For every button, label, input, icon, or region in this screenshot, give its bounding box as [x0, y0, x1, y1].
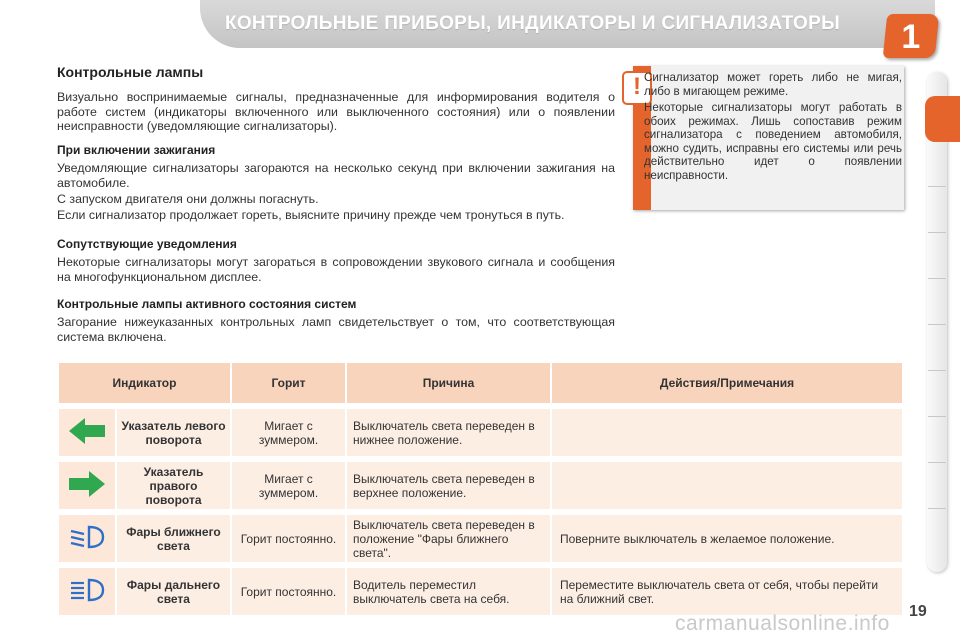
- column-header: Горит: [232, 363, 345, 403]
- paragraph: Некоторые сигнализаторы могут загораться в сопровождении звукового сигнала и сообщения на многофункциональном дисплее.: [57, 255, 615, 284]
- chapter-tab-rail: [927, 72, 947, 572]
- subheading-notifications: Сопутствующие уведомления: [57, 237, 237, 251]
- tab-divider: [928, 324, 946, 325]
- indicator-state: Горит постоянно.: [232, 515, 345, 562]
- page-number: 19: [909, 603, 927, 620]
- chapter-number: 1: [901, 18, 921, 56]
- section-title: Контрольные лампы: [57, 64, 204, 80]
- indicator-icon-cell: [59, 515, 115, 562]
- warning-text: Сигнализатор может гореть либо не мигая, либо в мигающем режиме.: [644, 71, 902, 98]
- indicator-action: Поверните выключатель в желаемое положение.: [552, 515, 902, 562]
- warning-text: Некоторые сигнализаторы могут работать в обоих режимах. Лишь сопоставив режим сигнализатора с поведением автомобиля, можно судить, исправны его системы или речь действительно идет о появлении неисправности.: [644, 101, 902, 182]
- indicator-action: Переместите выключатель света от себя, чтобы перейти на ближний свет.: [552, 568, 902, 615]
- paragraph: Если сигнализатор продолжает гореть, выясните причину прежде чем тронуться в путь.: [57, 208, 565, 222]
- chapter-badge: [883, 14, 940, 58]
- paragraph: Уведомляющие сигнализаторы загораются на несколько секунд при включении зажигания на автомобиле.: [57, 161, 615, 190]
- indicator-action: [552, 462, 902, 509]
- indicator-cause: Выключатель света переведен в нижнее положение.: [347, 409, 550, 456]
- table-row: [59, 462, 902, 509]
- chapter-tab-active[interactable]: [925, 96, 960, 142]
- indicator-icon-cell: [59, 409, 115, 456]
- column-header: Индикатор: [59, 363, 230, 403]
- indicator-cause: Водитель переместил выключатель света на себя.: [347, 568, 550, 615]
- tab-divider: [928, 370, 946, 371]
- table-row: [59, 568, 902, 615]
- watermark: carmanualsonline.info: [675, 612, 890, 635]
- low-beam-icon: [67, 522, 107, 552]
- indicator-state: Мигает с зуммером.: [232, 462, 345, 509]
- indicator-cause: Выключатель света переведен в верхнее положение.: [347, 462, 550, 509]
- indicator-icon-cell: [59, 568, 115, 615]
- subheading-ignition: При включении зажигания: [57, 143, 216, 157]
- intro-paragraph: Визуально воспринимаемые сигналы, предназначенные для информирования водителя о работе систем (индикаторы включенного или выключенного состояния) или о появлении неисправности (уведомляющие сигнализаторы).: [57, 90, 615, 133]
- left-arrow-icon: [67, 416, 107, 446]
- paragraph: С запуском двигателя они должны погаснуть.: [57, 192, 319, 206]
- tab-divider: [928, 416, 946, 417]
- tab-divider: [928, 462, 946, 463]
- paragraph: Загорание нижеуказанных контрольных ламп свидетельствует о том, что соответствующая система включена.: [57, 315, 615, 344]
- page-title: КОНТРОЛЬНЫЕ ПРИБОРЫ, ИНДИКАТОРЫ И СИГНАЛИЗАТОРЫ: [224, 13, 840, 34]
- indicator-name: Указатель правого поворота: [117, 462, 230, 509]
- header-banner: [200, 0, 935, 48]
- indicator-icon-cell: [59, 462, 115, 509]
- tab-divider: [928, 232, 946, 233]
- high-beam-icon: [67, 575, 107, 605]
- table-header-row: [59, 363, 902, 403]
- indicator-name: Фары ближнего света: [117, 515, 230, 562]
- column-header: Действия/Примечания: [552, 363, 902, 403]
- column-header: Причина: [347, 363, 550, 403]
- tab-divider: [928, 278, 946, 279]
- table-row: [59, 515, 902, 562]
- indicator-cause: Выключатель света переведен в положение "Фары ближнего света".: [347, 515, 550, 562]
- exclamation-icon: !: [622, 71, 652, 105]
- tab-divider: [928, 508, 946, 509]
- right-arrow-icon: [67, 469, 107, 499]
- indicator-state: Мигает с зуммером.: [232, 409, 345, 456]
- subheading-active-systems: Контрольные лампы активного состояния систем: [57, 297, 357, 311]
- indicator-name: Указатель левого поворота: [117, 409, 230, 456]
- tab-divider: [928, 186, 946, 187]
- table-row: [59, 409, 902, 456]
- indicator-table: [57, 361, 904, 617]
- indicator-state: Горит постоянно.: [232, 568, 345, 615]
- indicator-name: Фары дальнего света: [117, 568, 230, 615]
- indicator-action: [552, 409, 902, 456]
